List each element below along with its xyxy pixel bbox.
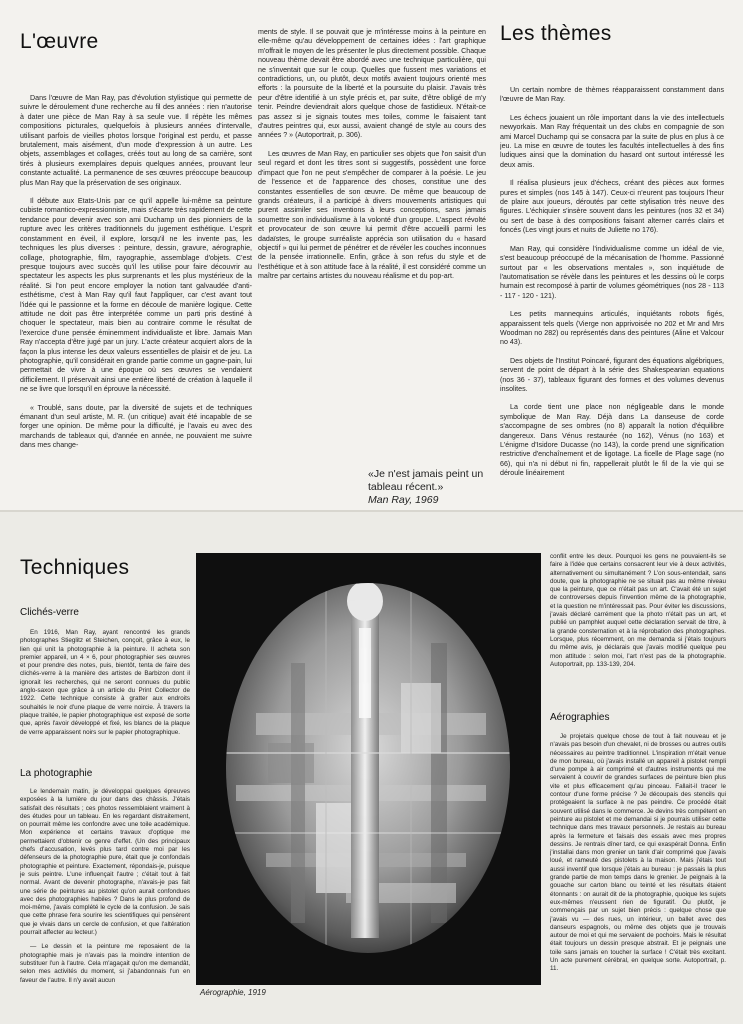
cliches-paragraph: En 1916, Man Ray, ayant rencontré les grands photographes Stieglitz et Steichen, conçoit, grâce à eux, le lien qui unit la photographie à la peinture. Il acheta son premier appareil, un 4 × 6, pour photographier ses œuvres et pour prendre des notes, puis, bientôt, tenta de faire des clichés-verre à la manière des artistes de Barbizon dont il ignorait les recherches, qui ne seront connues du public anglo-saxon que grâce à un article du Print Collector de 1922. Cette technique consiste à gratter aux endroits souhaités le noir d'une plaque de verre noircie. À travers la plaque traitée, le papier photographique est exposé de sorte que, après l'avoir développé et fixé, les blancs de la plaque de verre apparaissent noirs sur le papier photographique. [20,629,190,736]
aero-paragraph: Je projetais quelque chose de tout à fait nouveau et je n'avais pas besoin d'un chevalet, ni de brosses ou autres outils nécessaires au peintre traditionnel. L'inspiration m'était venue de mon bureau, où j'avais installé un appareil à pistolet rempli d'une pompe à air comprimé et d'autres instruments qui me servaient à couvrir de grandes surfaces de peinture bien plus vite et plus efficacement qu'au pinceau. Fallait-il tracer le contour d'une forme précise ? Je découpais des stencils qui protégeaient la surface à ne pas peindre. Ce procédé était souvent utilisé dans le commerce. Je devins très compétent en peinture au pistolet et me demandai si je pourrais utiliser cette technique dans mes travaux personnels. Je restais au bureau après la fermeture et faisais des essais avec mes propres dessins. Je rentrais dîner tard, ce qui exaspérait Donna. Enfin j'installai dans mon grenier un tank d'air comprimé que j'avais loué, et rameuté des pistolets à la maison. Mais j'étais tout aussi inventif que lorsque j'étais au bureau : je passais la plus grande partie de mon temps dans le grenier. Je peignais à la gouache sur carton blanc ou teinté et les résultats étaient étonnants : on aurait dit de la photographie, quoique les sujets eux-mêmes n'eussent rien de figuratif. Ou plutôt, je commençais par un sujet bien précis : quelque chose que j'avais vu — des rues, un intérieur, un ballet avec des danseurs espagnols, ou même des objets que je trouvais autour de moi et qui me servaient de pochoirs. Mais le résultat était toujours un dessin presque abstrait. Et je peignais une toile sans jamais en toucher la surface ! C'était très excitant. Un acte purement cérébral, en quelque sorte. Autoportrait, p. 11. [550,733,726,973]
oeuvre-column-1 [20,94,252,506]
oeuvre-paragraph: Il débute aux Etats-Unis par ce qu'il appelle lui-même sa peinture cubiste romantico-expressionniste, mais s'écarte très rapidement de cette tendance pour devenir avec son ami Duchamp un des pionniers de la rupture avec les critères traditionnels du jugement esthétique. L'esprit constamment en éveil, il explore, lorsqu'il ne les invente pas, les techniques les plus diverses : peinture, dessin, gravure, aérographie, collage, photographie, film, rayographie, assemblage d'objets. C'est presque toujours avec succès qu'il les utilise pour faire découvrir au spectateur les aspects les plus surprenants et les plus mystérieux de la réalité. Si l'on peut encore employer la notion tant galvaudée d'anti-esthétisme, c'est à Man Ray qu'il faut l'appliquer, car c'est avant tout l'idée qui le passionne et la forme en découle de manière logique. Cette attitude ne doit pas être interprétée comme un parti pris destiné à choquer le spectateur, mais bien au contraire comme le résultat de l'exercice d'une pensée éminemment individualiste et libre. Jamais Man Ray n'accepta d'être jugé par un jury. L'acte créateur acquiert alors de la façon la plus intense les deux valeurs essentielles de plaisir et de jeu. La photographie, qu'il considérait en grande partie comme un gagne-pain, lui permettait de vivre à une époque où ses œuvres se vendaient difficilement. Il préservait ainsi une entière liberté de création à laquelle il ne se livre que lorsqu'il en éprouve la nécessité. [20,197,252,394]
themes-paragraph: Des objets de l'Institut Poincaré, figurant des équations algébriques, servent de point de départ à la série des Shakespearian equations (nos 36 - 37), tableaux figurant des formes et des volumes devenus insolites. [500,356,724,393]
oeuvre-paragraph: Les œuvres de Man Ray, en particulier ses objets que l'on saisit d'un seul regard et dont les titres sont si suggestifs, possèdent une force d'impact que l'on ne peut s'empêcher de comparer à la poésie. Le jeu de l'essence et de l'apparence des choses, constitue une des constantes essentielles de son œuvre. De même que beaucoup de grands créateurs, il a participé à divers mouvements artistiques qui purent assimiler ses inventions à leurs conceptions, sans jamais soumettre son individualisme à la volonté d'un groupe. L'aspect révolté et provocateur de son œuvre lui permit d'être accueilli parmi les dadaïstes, le groupe surréaliste apprécia son utilisation du « hasard objectif » qui lui permet de pénétrer et de révéler les couches inconnues de la pensée irrationnelle. Enfin, grâce à son refus du style et de l'esthétique et à son attitude face à la réalité, il est considéré comme un maître par certains artistes du nouveau réalisme et du pop-art. [258,149,486,281]
oeuvre-title: L'œuvre [20,30,99,53]
oeuvre-paragraph: ments de style. Il se pouvait que je m'intéresse moins à la peinture en elle-même qu'au développement de certaines idées : l'art graphique m'offrait le moyen de les présenter le plus directement possible. Chaque nouveau thème devait être abordé avec une technique particulière, qui ne s'inventait que sur le coup. Quelles que fussent mes variations et contradictions, un, ou plutôt, deux motifs avaient toujours orienté mes efforts : la poursuite de la liberté et la poursuite du plaisir. J'avais très peur d'être identifié à un style précis et, par suite, d'être obligé de m'y tenir. Peindre deviendrait alors quelque chose de fastidieux. N'était-ce pas assez si je signais toutes mes toiles, comme le faisaient tant d'autres peintres qui, eux aussi, avaient changé de style au cours des années ? » (Autoportrait, p. 306). [258,28,486,140]
techniques-title: Techniques [20,556,130,579]
photographie-text [20,788,190,1016]
aerographies-heading: Aérographies [550,712,610,723]
quote-author: Man Ray, 1969 [368,494,439,506]
themes-paragraph: Man Ray, qui considère l'individualisme comme un idéal de vie, s'est beaucoup préoccupé de la mécanisation de l'homme. Passionné surtout par « les observations mentales », son inquiétude de l'automatisation se révèle dans les peintures et les dessins où le corps humain est recomposé à partir de volumes géométriques (nos 28 - 113 - 117 - 120 - 121). [500,244,724,300]
oeuvre-paragraph: Dans l'œuvre de Man Ray, pas d'évolution stylistique qui permette de suivre le déroulement d'une recherche au fil des années : rien n'autorise à dater une pièce de Man Ray à sa seule vue. Il répète les mêmes compositions picturales, quelquefois à plusieurs années d'intervalle, utilisant parfois de vieilles photos lorsque l'original est perdu, et passe brutalement, mais aisément, d'un mode d'expression à un autre. Les objets, assemblages et collages, créés tout au long de sa carrière, sont tirés à plusieurs exemplaires depuis quelques années, prouvant leur constante actualité. La permanence de ses œuvres préoccupe beaucoup plus Man Ray que la préservation de ses originaux. [20,94,252,187]
cliches-verre-heading: Clichés-verre [20,607,79,618]
techniques-right-text [550,553,726,703]
themes-paragraph: Les échecs jouaient un rôle important dans la vie des intellectuels newyorkais. Man Ray fréquentait un des clubs en compagnie de son ami Marcel Duchamp qui se consacra par la suite de plus en plus à ce jeu. La mise en œuvre de toutes les facultés intellectuelles à des fins ludiques ainsi que la domination du hasard ont surtout intéressé les deux amis. [500,113,724,169]
oeuvre-column-2 [258,28,486,328]
themes-paragraph: Il réalisa plusieurs jeux d'échecs, créant des pièces aux formes pures et simples (nos 145 à 147). Ceux-ci n'eurent pas toujours l'heur de plaire aux joueurs, déroutés par cette stylisation très neuve des figures. L'échiquier s'insère souvent dans les peintures (nos 32 et 34) ou sert de base à des compositions faisant alterner carrés clairs et foncés (Les vingt jours et nuits de Juliette no 176). [500,179,724,235]
man-ray-quote [368,468,498,507]
themes-paragraph: Les petits mannequins articulés, inquiétants robots figés, apparaissent tels quels (Vierge non apprivoisée no 202 et Mr and Mrs Woodman no 282) ou représentés dans des peintures (Aline et Valcour no 43). [500,310,724,347]
photo-caption: Aérographie, 1919 [200,988,266,997]
aerographie-photo [196,553,541,985]
quote-text: «Je n'est jamais peint un tableau récent.» [368,468,484,493]
themes-column [500,86,724,508]
aerographie-artwork [196,553,541,985]
photographie-heading: La photographie [20,768,93,779]
photo-paragraph: — Le dessin et la peinture me reposaient de la photographie mais je n'avais pas la moindre intention de substituer l'un à l'autre. Cela m'agaçait qu'on me demandât, selon mes activités du moment, si j'abandonnais l'un en faveur de l'autre. Il n'y avait aucun [20,943,190,984]
cliches-verre-text [20,629,190,759]
aerographies-text [550,733,726,1016]
oeuvre-paragraph: « Troublé, sans doute, par la diversité de sujets et de techniques émanant d'un seul artiste, M. R. (un critique) avait été incapable de se forger une opinion. De même pour la difficulté, je l'avais eu avec des marchands de tableaux qui, d'année en année, ne pouvaient me suivre dans mes change- [20,403,252,450]
photo-paragraph: Le lendemain matin, je développai quelques épreuves exposées à la lumière du jour dans des châssis. J'étais satisfait des résultats ; ces photos ressemblaient vraiment à des études pour un tableau. En les regardant distraitement, on pourrait même les confondre avec une toile académique. Mon expérience et certains travaux d'optique me permettaient d'obtenir ce genre d'effet. (Un des principaux chefs d'accusation, levés plus tard contre moi par les défenseurs de la photographie pure, était que je confondais photographie et peinture. Exactement, répondais-je, puisque je suis peintre. L'une influençait l'autre ; c'était tout à fait normal. Avant de devenir photographe, n'avais-je pas fait une série de peintures au pistolet qu'on aurait confondues avec des photographies habiles ? Dans le plus profond de moi-même, j'avais complété le cycle de la confusion. Je sais que cette phrase fera sourire les scientifiques qui pensèrent que je vivais dans un cercle de confusion, et que l'altération pourrait affecter au lecteur.) [20,788,190,937]
techniques-right-paragraph: conflit entre les deux. Pourquoi les gens ne pouvaient-ils se faire à l'idée que certains consacrent leur vie à deux activités, alternativement ou simultanément ? L'on sous-entendait, sans doute, que la photographie ne se situait pas au même niveau que la peinture, que ce n'était pas un art. C'avait été un sujet de controverses depuis l'invention même de la photographie, et la question ne m'intéressait pas. Pour éviter les discussions, j'avais déclaré carrément que la photo n'était pas un art, et publié un pamphlet auquel cette déclaration servait de titre, à la grande consternation et à la réprobation des photographes. Lorsque, plus récemment, on me demanda si j'étais toujours du même avis, je déclarais que j'avais modifié quelque peu mon attitude : selon moi, l'art n'est pas de la photographie. Autoportrait, pp. 133-139, 204. [550,553,726,668]
themes-paragraph: La corde tient une place non négligeable dans le monde symbolique de Man Ray. Déjà dans La danseuse de corde s'accompagne de ses ombres (no 8) apparaît la notion d'équilibre dangereux. Dans Vénus restaurée (no 162), Vénus (no 163) et L'énigme d'Isidore Ducasse (no 143), la corde prend une signification restrictive d'enchaînement et de ligotage. La ficelle de Plage sage (no 66), qui n'a ni début ni fin, rappellerait plutôt le fil de la vie qui se déroule linéairement [500,403,724,478]
themes-paragraph: Un certain nombre de thèmes réapparaissent constamment dans l'œuvre de Man Ray. [500,86,724,104]
themes-title: Les thèmes [500,22,612,45]
